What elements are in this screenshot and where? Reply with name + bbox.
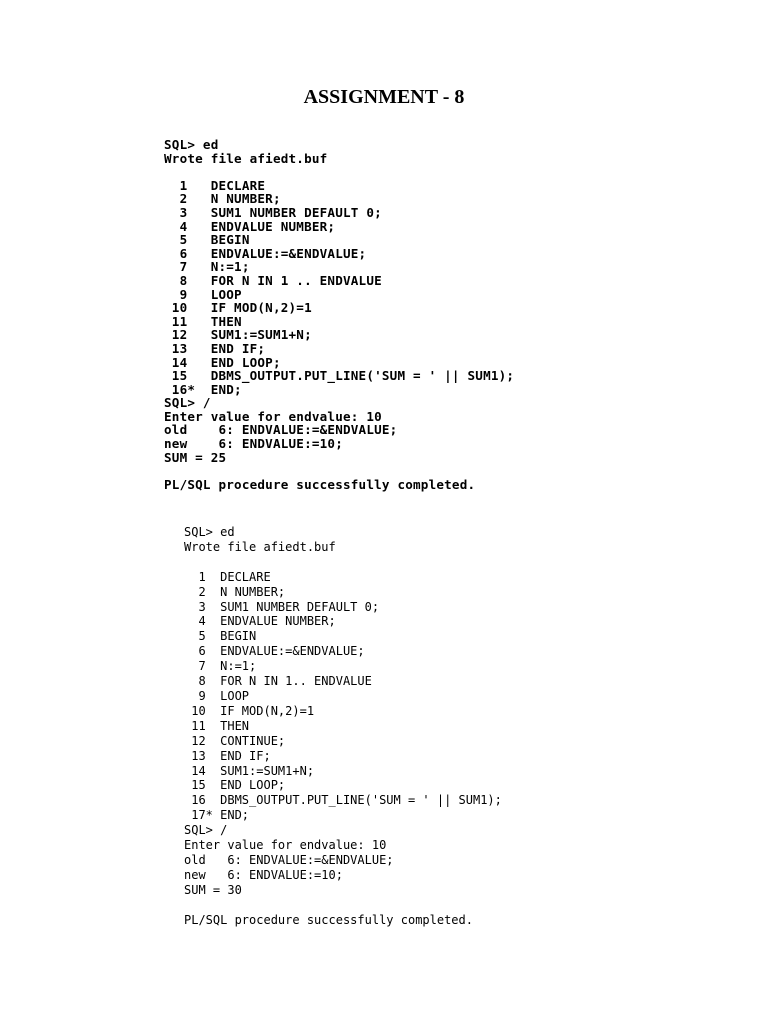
terminal-line	[164, 464, 514, 478]
terminal-line: Enter value for endvalue: 10	[184, 838, 387, 853]
terminal-line: old 6: ENDVALUE:=&ENDVALUE;	[164, 422, 398, 438]
terminal-line: new 6: ENDVALUE:=10;	[164, 436, 343, 452]
terminal-line: 9 LOOP	[164, 286, 242, 302]
terminal-line: 1 DECLARE	[184, 569, 271, 584]
terminal-line: SQL> ed	[184, 525, 235, 539]
terminal-line: 11 THEN	[164, 313, 242, 329]
terminal-line	[184, 898, 502, 913]
terminal-line: 10 IF MOD(N,2)=1	[164, 300, 312, 316]
terminal-line: 15 END LOOP;	[184, 778, 286, 793]
terminal-line: SUM = 25	[164, 449, 227, 465]
terminal-line: SQL> /	[164, 395, 211, 411]
terminal-line: 2 N NUMBER;	[164, 191, 281, 207]
terminal-line: 7 N:=1;	[164, 259, 250, 275]
terminal-line: 5 BEGIN	[184, 629, 257, 644]
terminal-line: 16* END;	[164, 381, 242, 397]
terminal-line: 6 ENDVALUE:=&ENDVALUE;	[184, 644, 365, 659]
terminal-line: Wrote file afiedt.buf	[184, 539, 336, 554]
page-title: ASSIGNMENT - 8	[303, 86, 465, 108]
terminal-line: SQL> ed	[164, 137, 219, 152]
terminal-line: 14 SUM1:=SUM1+N;	[184, 763, 315, 778]
terminal-line: 15 DBMS_OUTPUT.PUT_LINE('SUM = ' || SUM1);	[164, 368, 515, 384]
terminal-line: PL/SQL procedure successfully completed.	[184, 912, 473, 927]
terminal-line: 4 ENDVALUE NUMBER;	[184, 614, 336, 629]
terminal-line: 12 SUM1:=SUM1+N;	[164, 327, 312, 343]
sql-terminal-screenshot-2	[184, 525, 502, 927]
sql-terminal-screenshot-1	[164, 138, 514, 491]
terminal-line: SUM = 30	[184, 882, 242, 897]
terminal-line	[164, 165, 514, 179]
terminal-line: new 6: ENDVALUE:=10;	[184, 867, 343, 882]
terminal-line: 17* END;	[184, 808, 250, 823]
terminal-line: old 6: ENDVALUE:=&ENDVALUE;	[184, 852, 394, 867]
terminal-line: 7 N:=1;	[184, 659, 257, 674]
terminal-line: SQL> /	[184, 823, 228, 838]
terminal-line: 16 DBMS_OUTPUT.PUT_LINE('SUM = ' || SUM1);	[184, 793, 502, 808]
terminal-line: 1 DECLARE	[164, 177, 266, 193]
terminal-line: Enter value for endvalue: 10	[164, 408, 382, 424]
terminal-line: 8 FOR N IN 1 .. ENDVALUE	[164, 272, 382, 288]
terminal-line: 5 BEGIN	[164, 232, 250, 248]
terminal-line: 13 END IF;	[164, 340, 266, 356]
terminal-line: 11 THEN	[184, 718, 250, 733]
terminal-line: Wrote file afiedt.buf	[164, 150, 328, 166]
terminal-line: 6 ENDVALUE:=&ENDVALUE;	[164, 245, 367, 261]
terminal-line: 2 N NUMBER;	[184, 584, 286, 599]
terminal-line: 4 ENDVALUE NUMBER;	[164, 218, 336, 234]
terminal-line: 8 FOR N IN 1.. ENDVALUE	[184, 674, 372, 689]
terminal-line: 3 SUM1 NUMBER DEFAULT 0;	[184, 599, 380, 614]
terminal-line: 10 IF MOD(N,2)=1	[184, 703, 315, 718]
terminal-line: 9 LOOP	[184, 688, 250, 703]
terminal-line: 12 CONTINUE;	[184, 733, 286, 748]
terminal-line: 3 SUM1 NUMBER DEFAULT 0;	[164, 204, 382, 220]
terminal-line: PL/SQL procedure successfully completed.	[164, 476, 476, 492]
terminal-line: 13 END IF;	[184, 748, 271, 763]
terminal-line	[184, 555, 502, 570]
terminal-line: 14 END LOOP;	[164, 354, 281, 370]
